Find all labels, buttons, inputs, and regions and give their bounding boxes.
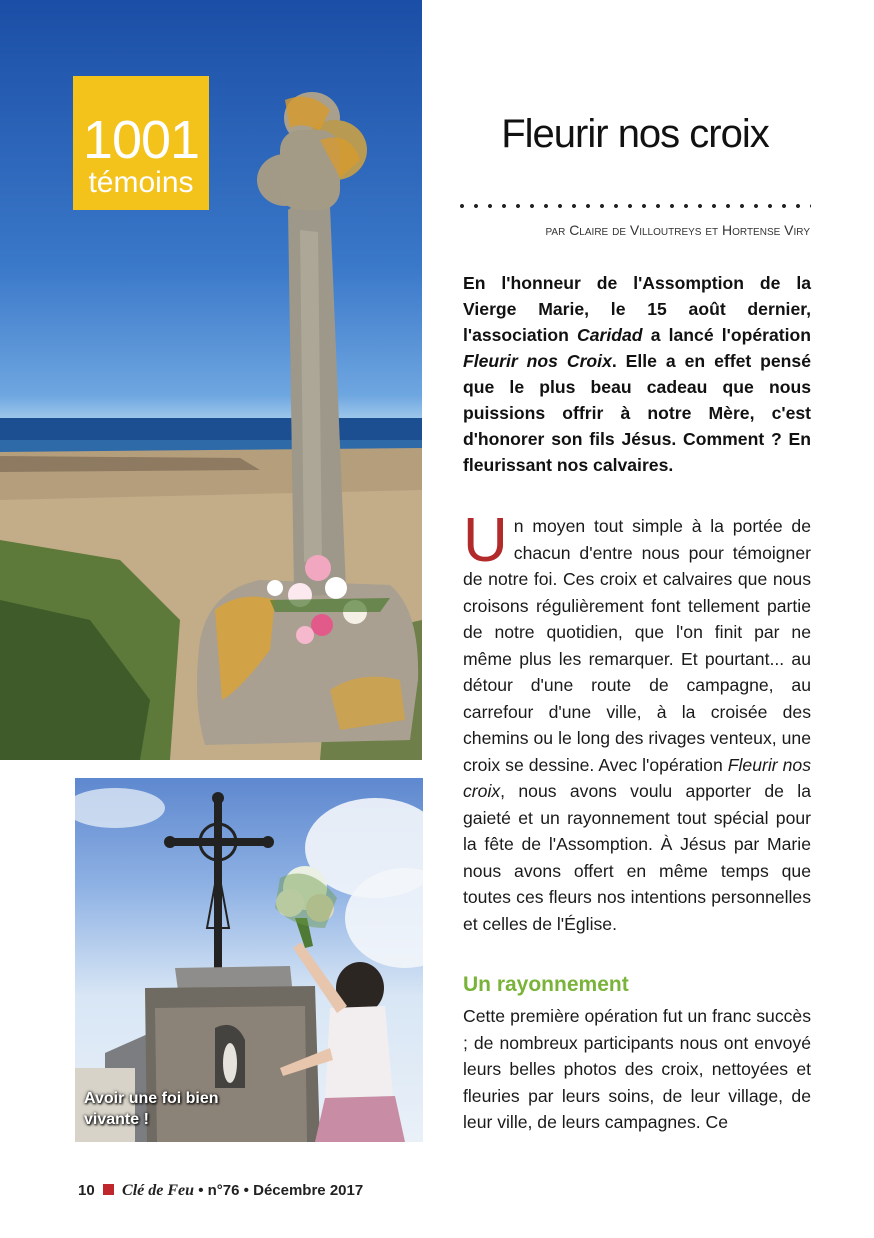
article-lead bbox=[463, 270, 811, 478]
hero-photo-stone-cross bbox=[0, 0, 422, 760]
body-text-1: n moyen tout simple à la portée de chacun d'entre nous pour témoigner de notre foi. Ces croix et calvaires que nous croisons régulièrement font tellement partie de notre quotidien, que l'on finit par ne même plus les remarquer. Et pourtant... au détour d'une route de campagne, au carrefour d'une ville, à la croisée des chemins ou le long des rivages venteux, une croix se dessine. Avec l'opération bbox=[463, 516, 811, 775]
article-byline: par Claire de Villoutreys et Hortense Viry bbox=[545, 222, 810, 238]
lead-text-2: a lancé l'opération bbox=[642, 325, 811, 345]
footer-separator-1: • bbox=[198, 1182, 204, 1199]
photo-caption bbox=[84, 1088, 219, 1130]
lead-text-1: En l'honneur de l'Assomption de la Vierge Marie, le 15 août dernier, l'association bbox=[463, 273, 811, 345]
section-body: Cette première opération fut un franc succès ; de nombreux participants nous ont envoyé leurs belles photos des croix, nettoyées et fleuries par leurs soins, de leur village, de leur ville, de leurs campagnes. Ce bbox=[463, 1006, 811, 1132]
lead-association-name: Caridad bbox=[577, 325, 643, 345]
badge-1001-temoins bbox=[73, 76, 209, 210]
badge-word: témoins bbox=[88, 166, 194, 199]
lead-operation-name: Fleurir nos Croix bbox=[463, 351, 612, 371]
body-text-2: , nous avons voulu apporter de la gaieté et un rayonnement tout spécial pour la fête de l'Assomption. À Jésus par Marie nous avons offert en même temps que toutes ces fleurs nos intentions personnelles et celles de l'Église. bbox=[463, 781, 811, 934]
issue-number: n°76 bbox=[207, 1182, 240, 1199]
dropcap-letter: U bbox=[463, 506, 508, 575]
lead-text-3: . Elle a en effet pensé que le plus beau cadeau que nous puissions offrir à notre Mère, c'est d'honorer son fils Jésus. Comment ? En fleurissant nos calvaires. bbox=[463, 351, 811, 475]
section-heading: Un rayonnement bbox=[463, 973, 629, 996]
body-operation-name: Fleurir nos croix bbox=[463, 754, 812, 801]
dotted-divider bbox=[455, 203, 811, 209]
magazine-name: Clé de Feu bbox=[122, 1182, 195, 1199]
article-body bbox=[463, 506, 812, 937]
photo-iron-cross bbox=[75, 778, 423, 1142]
issue-date: Décembre 2017 bbox=[253, 1182, 364, 1199]
badge-number: 1001 bbox=[82, 110, 200, 170]
footer-separator-2: • bbox=[243, 1182, 249, 1199]
page-footer bbox=[78, 1182, 363, 1200]
caption-line-1: Avoir une foi bien bbox=[84, 1090, 219, 1107]
stone-cross-illustration bbox=[0, 0, 422, 760]
red-square-icon bbox=[103, 1184, 114, 1195]
page-number: 10 bbox=[78, 1182, 95, 1199]
caption-line-2: vivante ! bbox=[84, 1111, 149, 1128]
article-title: Fleurir nos croix bbox=[501, 112, 769, 156]
